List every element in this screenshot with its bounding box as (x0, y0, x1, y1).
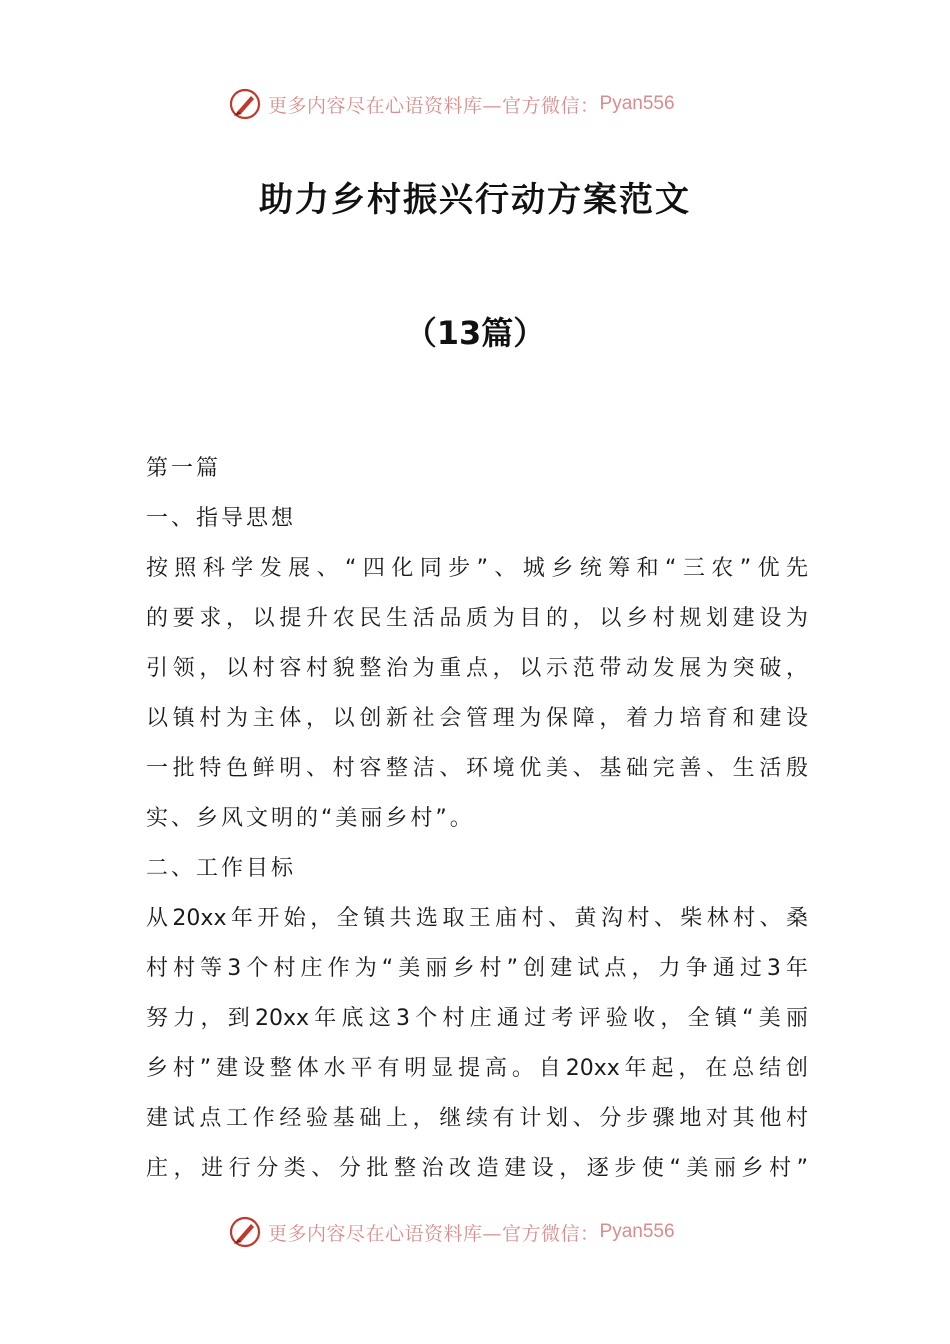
paragraph-line: 按照科学发展、“四化同步”、城乡统筹和“三农”优先 (146, 556, 808, 581)
paragraph-line: 一批特色鲜明、村容整洁、环境优美、基础完善、生活殷 (146, 756, 808, 781)
paragraph-line: 从20xx年开始，全镇共选取王庙村、黄沟村、柴林村、桑 (146, 906, 808, 931)
paragraph-line: 实、乡风文明的“美丽乡村”。 (146, 806, 475, 831)
paragraph-line: 引领，以村容村貌整治为重点，以示范带动发展为突破， (146, 656, 808, 681)
watermark-wechat-id: Pyan556 (599, 93, 675, 114)
pen-logo-icon (228, 1215, 262, 1249)
paragraph-line: 乡村”建设整体水平有明显提高。自20xx年起，在总结创 (146, 1056, 808, 1081)
paragraph-line: 努力，到20xx年底这3个村庄通过考评验收，全镇“美丽 (146, 1006, 808, 1031)
paragraph-line: 建试点工作经验基础上，继续有计划、分步骤地对其他村 (146, 1106, 808, 1131)
header-watermark (228, 84, 675, 124)
pen-logo-icon (228, 87, 262, 121)
watermark-wechat-id: Pyan556 (599, 1221, 675, 1242)
footer-watermark (228, 1212, 675, 1252)
watermark-text: 更多内容尽在心语资料库—官方微信： (268, 94, 600, 117)
paragraph-line: 的要求，以提升农民生活品质为目的，以乡村规划建设为 (146, 606, 808, 631)
paragraph-line: 村村等3个村庄作为“美丽乡村”创建试点，力争通过3年 (146, 956, 808, 981)
paragraph-line: 以镇村为主体，以创新社会管理为保障，着力培育和建设 (146, 706, 808, 731)
watermark-text: 更多内容尽在心语资料库—官方微信： (268, 1222, 600, 1245)
section-heading: 二、工作目标 (146, 856, 297, 881)
document-title: 助力乡村振兴行动方案范文 (259, 180, 691, 220)
paragraph-line: 庄，进行分类、分批整治改造建设，逐步使“美丽乡村” (146, 1156, 808, 1181)
section-heading: 一、指导思想 (146, 506, 297, 531)
document-body (146, 444, 808, 1194)
document-subtitle: （13篇） (404, 314, 546, 352)
section-heading: 第一篇 (146, 456, 222, 481)
